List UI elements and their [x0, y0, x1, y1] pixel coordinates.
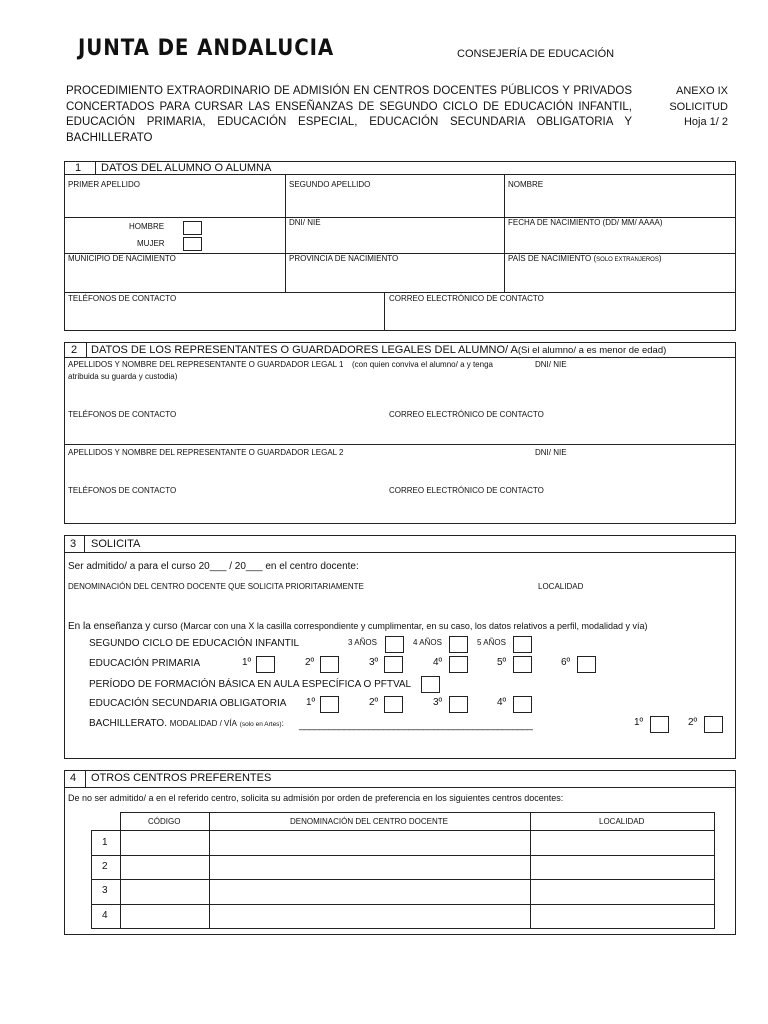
- field-provincia[interactable]: PROVINCIA DE NACIMIENTO: [289, 254, 399, 263]
- label-primaria-4: 4º: [433, 657, 443, 668]
- label-primaria-5: 5º: [497, 657, 507, 668]
- label-bach-1: 1º: [634, 717, 644, 728]
- section-3-title: SOLICITA: [91, 538, 141, 550]
- col-header-localidad: LOCALIDAD: [599, 817, 645, 826]
- cell-row2-codigo[interactable]: [121, 856, 209, 879]
- label-bachillerato: BACHILLERATO. MODALIDAD / VÍA (solo en Artes):: [89, 718, 284, 729]
- label-eso-2: 2º: [369, 697, 379, 708]
- field-representante-2[interactable]: APELLIDOS Y NOMBRE DEL REPRESENTANTE O GUARDADOR LEGAL 2: [68, 448, 344, 457]
- field-bach-modalidad[interactable]: _______________________________________________: [299, 720, 533, 731]
- label-primaria-3: 3º: [369, 657, 379, 668]
- section-2-title: DATOS DE LOS REPRESENTANTES O GUARDADORES LEGALES DEL ALUMNO/ A(Si el alumno/ a es menor de edad): [91, 344, 667, 356]
- section-2-number: 2: [71, 344, 78, 356]
- checkbox-eso-4[interactable]: [513, 696, 532, 713]
- section-3-number: 3: [70, 538, 77, 550]
- label-infantil: SEGUNDO CICLO DE EDUCACIÓN INFANTIL: [89, 638, 300, 649]
- field-rep1-telefonos[interactable]: TELÉFONOS DE CONTACTO: [68, 410, 177, 419]
- field-rep2-dni[interactable]: DNI/ NIE: [535, 448, 567, 457]
- rep1-note-b: atribuida su guarda y custodia): [68, 372, 178, 381]
- field-correo[interactable]: CORREO ELECTRÓNICO DE CONTACTO: [389, 294, 544, 303]
- label-eso: EDUCACIÓN SECUNDARIA OBLIGATORIA: [89, 698, 287, 709]
- field-primer-apellido[interactable]: PRIMER APELLIDO: [68, 180, 141, 189]
- checkbox-primaria-5[interactable]: [513, 656, 532, 673]
- label-primaria-6: 6º: [561, 657, 571, 668]
- field-rep1-correo[interactable]: CORREO ELECTRÓNICO DE CONTACTO: [389, 410, 544, 419]
- label-3-anos: 3 AÑOS: [348, 638, 377, 647]
- checkbox-primaria-6[interactable]: [577, 656, 596, 673]
- col-header-denominacion: DENOMINACIÓN DEL CENTRO DOCENTE: [290, 817, 448, 826]
- checkbox-4-anos[interactable]: [449, 636, 468, 653]
- other-centers-intro: De no ser admitido/ a en el referido centro, solicita su admisión por orden de preferencia en los siguientes centros docentes:: [68, 793, 564, 803]
- table-row-2: 2: [102, 861, 108, 872]
- field-fecha-nacimiento[interactable]: FECHA DE NACIMIENTO (DD/ MM/ AAAA): [508, 218, 663, 227]
- label-primaria-2: 2º: [305, 657, 315, 668]
- checkbox-primaria-4[interactable]: [449, 656, 468, 673]
- checkbox-bach-2[interactable]: [704, 716, 723, 733]
- checkbox-5-anos[interactable]: [513, 636, 532, 653]
- annex-info: [640, 84, 728, 131]
- cell-row1-codigo[interactable]: [121, 831, 209, 855]
- col-header-codigo: CÓDIGO: [148, 817, 181, 826]
- label-eso-4: 4º: [497, 697, 507, 708]
- checkbox-3-anos[interactable]: [385, 636, 404, 653]
- logo-junta-andalucia: JUNTA DE ANDALUCIA: [78, 36, 335, 61]
- checkbox-hombre[interactable]: [183, 221, 202, 235]
- label-4-anos: 4 AÑOS: [413, 638, 442, 647]
- admission-course-text: Ser admitido/ a para el curso 20___ / 20___ en el centro docente:: [68, 561, 359, 572]
- ensenanza-text: En la enseñanza y curso (Marcar con una X la casilla correspondiente y cumplimentar, en su caso, los datos relativos a perfil, modalidad y vía): [68, 621, 648, 632]
- field-centro-prioritario[interactable]: DENOMINACIÓN DEL CENTRO DOCENTE QUE SOLICITA PRIORITARIAMENTE: [68, 582, 364, 591]
- label-hombre: HOMBRE: [129, 222, 165, 231]
- cell-row2-localidad[interactable]: [531, 856, 715, 879]
- department-name: CONSEJERÍA DE EDUCACIÓN: [457, 48, 615, 60]
- checkbox-mujer[interactable]: [183, 237, 202, 251]
- annex-label: ANEXO IX: [676, 85, 728, 97]
- field-municipio[interactable]: MUNICIPIO DE NACIMIENTO: [68, 254, 176, 263]
- section-1-number: 1: [75, 162, 82, 174]
- field-representante-1[interactable]: APELLIDOS Y NOMBRE DEL REPRESENTANTE O GUARDADOR LEGAL 1: [68, 360, 344, 369]
- table-row-4: 4: [102, 910, 108, 921]
- field-nombre[interactable]: NOMBRE: [508, 180, 544, 189]
- field-dni[interactable]: DNI/ NIE: [289, 218, 321, 227]
- checkbox-primaria-1[interactable]: [256, 656, 275, 673]
- checkbox-primaria-3[interactable]: [384, 656, 403, 673]
- field-rep2-correo[interactable]: CORREO ELECTRÓNICO DE CONTACTO: [389, 486, 544, 495]
- label-primaria: EDUCACIÓN PRIMARIA: [89, 658, 201, 669]
- section-4-number: 4: [70, 772, 77, 784]
- field-localidad[interactable]: LOCALIDAD: [538, 582, 584, 591]
- checkbox-eso-2[interactable]: [384, 696, 403, 713]
- table-row-1: 1: [102, 837, 108, 848]
- label-5-anos: 5 AÑOS: [477, 638, 506, 647]
- section-2-guardians: [64, 342, 736, 524]
- label-pftval: PERÍODO DE FORMACIÓN BÁSICA EN AULA ESPECÍFICA O PFTVAL: [89, 679, 412, 690]
- field-pais-nacimiento[interactable]: PAÍS DE NACIMIENTO (SOLO EXTRANJEROS): [508, 254, 662, 263]
- field-segundo-apellido[interactable]: SEGUNDO APELLIDO: [289, 180, 371, 189]
- rep1-note-a: (con quien conviva el alumno/ a y tenga: [352, 360, 493, 369]
- checkbox-eso-3[interactable]: [449, 696, 468, 713]
- cell-row1-localidad[interactable]: [531, 831, 715, 855]
- section-4-title: OTROS CENTROS PREFERENTES: [91, 772, 272, 784]
- checkbox-pftval[interactable]: [421, 676, 440, 693]
- cell-row2-denominacion[interactable]: [210, 856, 530, 879]
- cell-row4-localidad[interactable]: [531, 905, 715, 929]
- checkbox-primaria-2[interactable]: [320, 656, 339, 673]
- label-bach-2: 2º: [688, 717, 698, 728]
- field-telefonos[interactable]: TELÉFONOS DE CONTACTO: [68, 294, 177, 303]
- label-mujer: MUJER: [137, 239, 165, 248]
- checkbox-bach-1[interactable]: [650, 716, 669, 733]
- cell-row1-denominacion[interactable]: [210, 831, 530, 855]
- sheet-label: Hoja 1/ 2: [683, 116, 728, 128]
- table-row-3: 3: [102, 885, 108, 896]
- field-rep1-dni[interactable]: DNI/ NIE: [535, 360, 567, 369]
- section-1-title: DATOS DEL ALUMNO O ALUMNA: [101, 162, 272, 174]
- label-eso-1: 1º: [306, 697, 316, 708]
- document-title: PROCEDIMIENTO EXTRAORDINARIO DE ADMISIÓN EN CENTROS DOCENTES PÚBLICOS Y PRIVADOS CONCERTADOS PARA CURSAR LAS ENSEÑANZAS DE SEGUNDO CICLO DE EDUCACIÓN INFANTIL, EDUCACIÓN PRIMARIA, EDUCACIÓN ESPECIAL, EDUCACIÓN SECUNDARIA OBLIGATORIA Y BACHILLERATO: [66, 85, 632, 144]
- cell-row3-denominacion[interactable]: [210, 880, 530, 904]
- label-primaria-1: 1º: [242, 657, 252, 668]
- field-rep2-telefonos[interactable]: TELÉFONOS DE CONTACTO: [68, 486, 177, 495]
- cell-row3-codigo[interactable]: [121, 880, 209, 904]
- checkbox-eso-1[interactable]: [320, 696, 339, 713]
- cell-row4-codigo[interactable]: [121, 905, 209, 929]
- cell-row3-localidad[interactable]: [531, 880, 715, 904]
- label-eso-3: 3º: [433, 697, 443, 708]
- cell-row4-denominacion[interactable]: [210, 905, 530, 929]
- request-label: SOLICITUD: [669, 100, 728, 113]
